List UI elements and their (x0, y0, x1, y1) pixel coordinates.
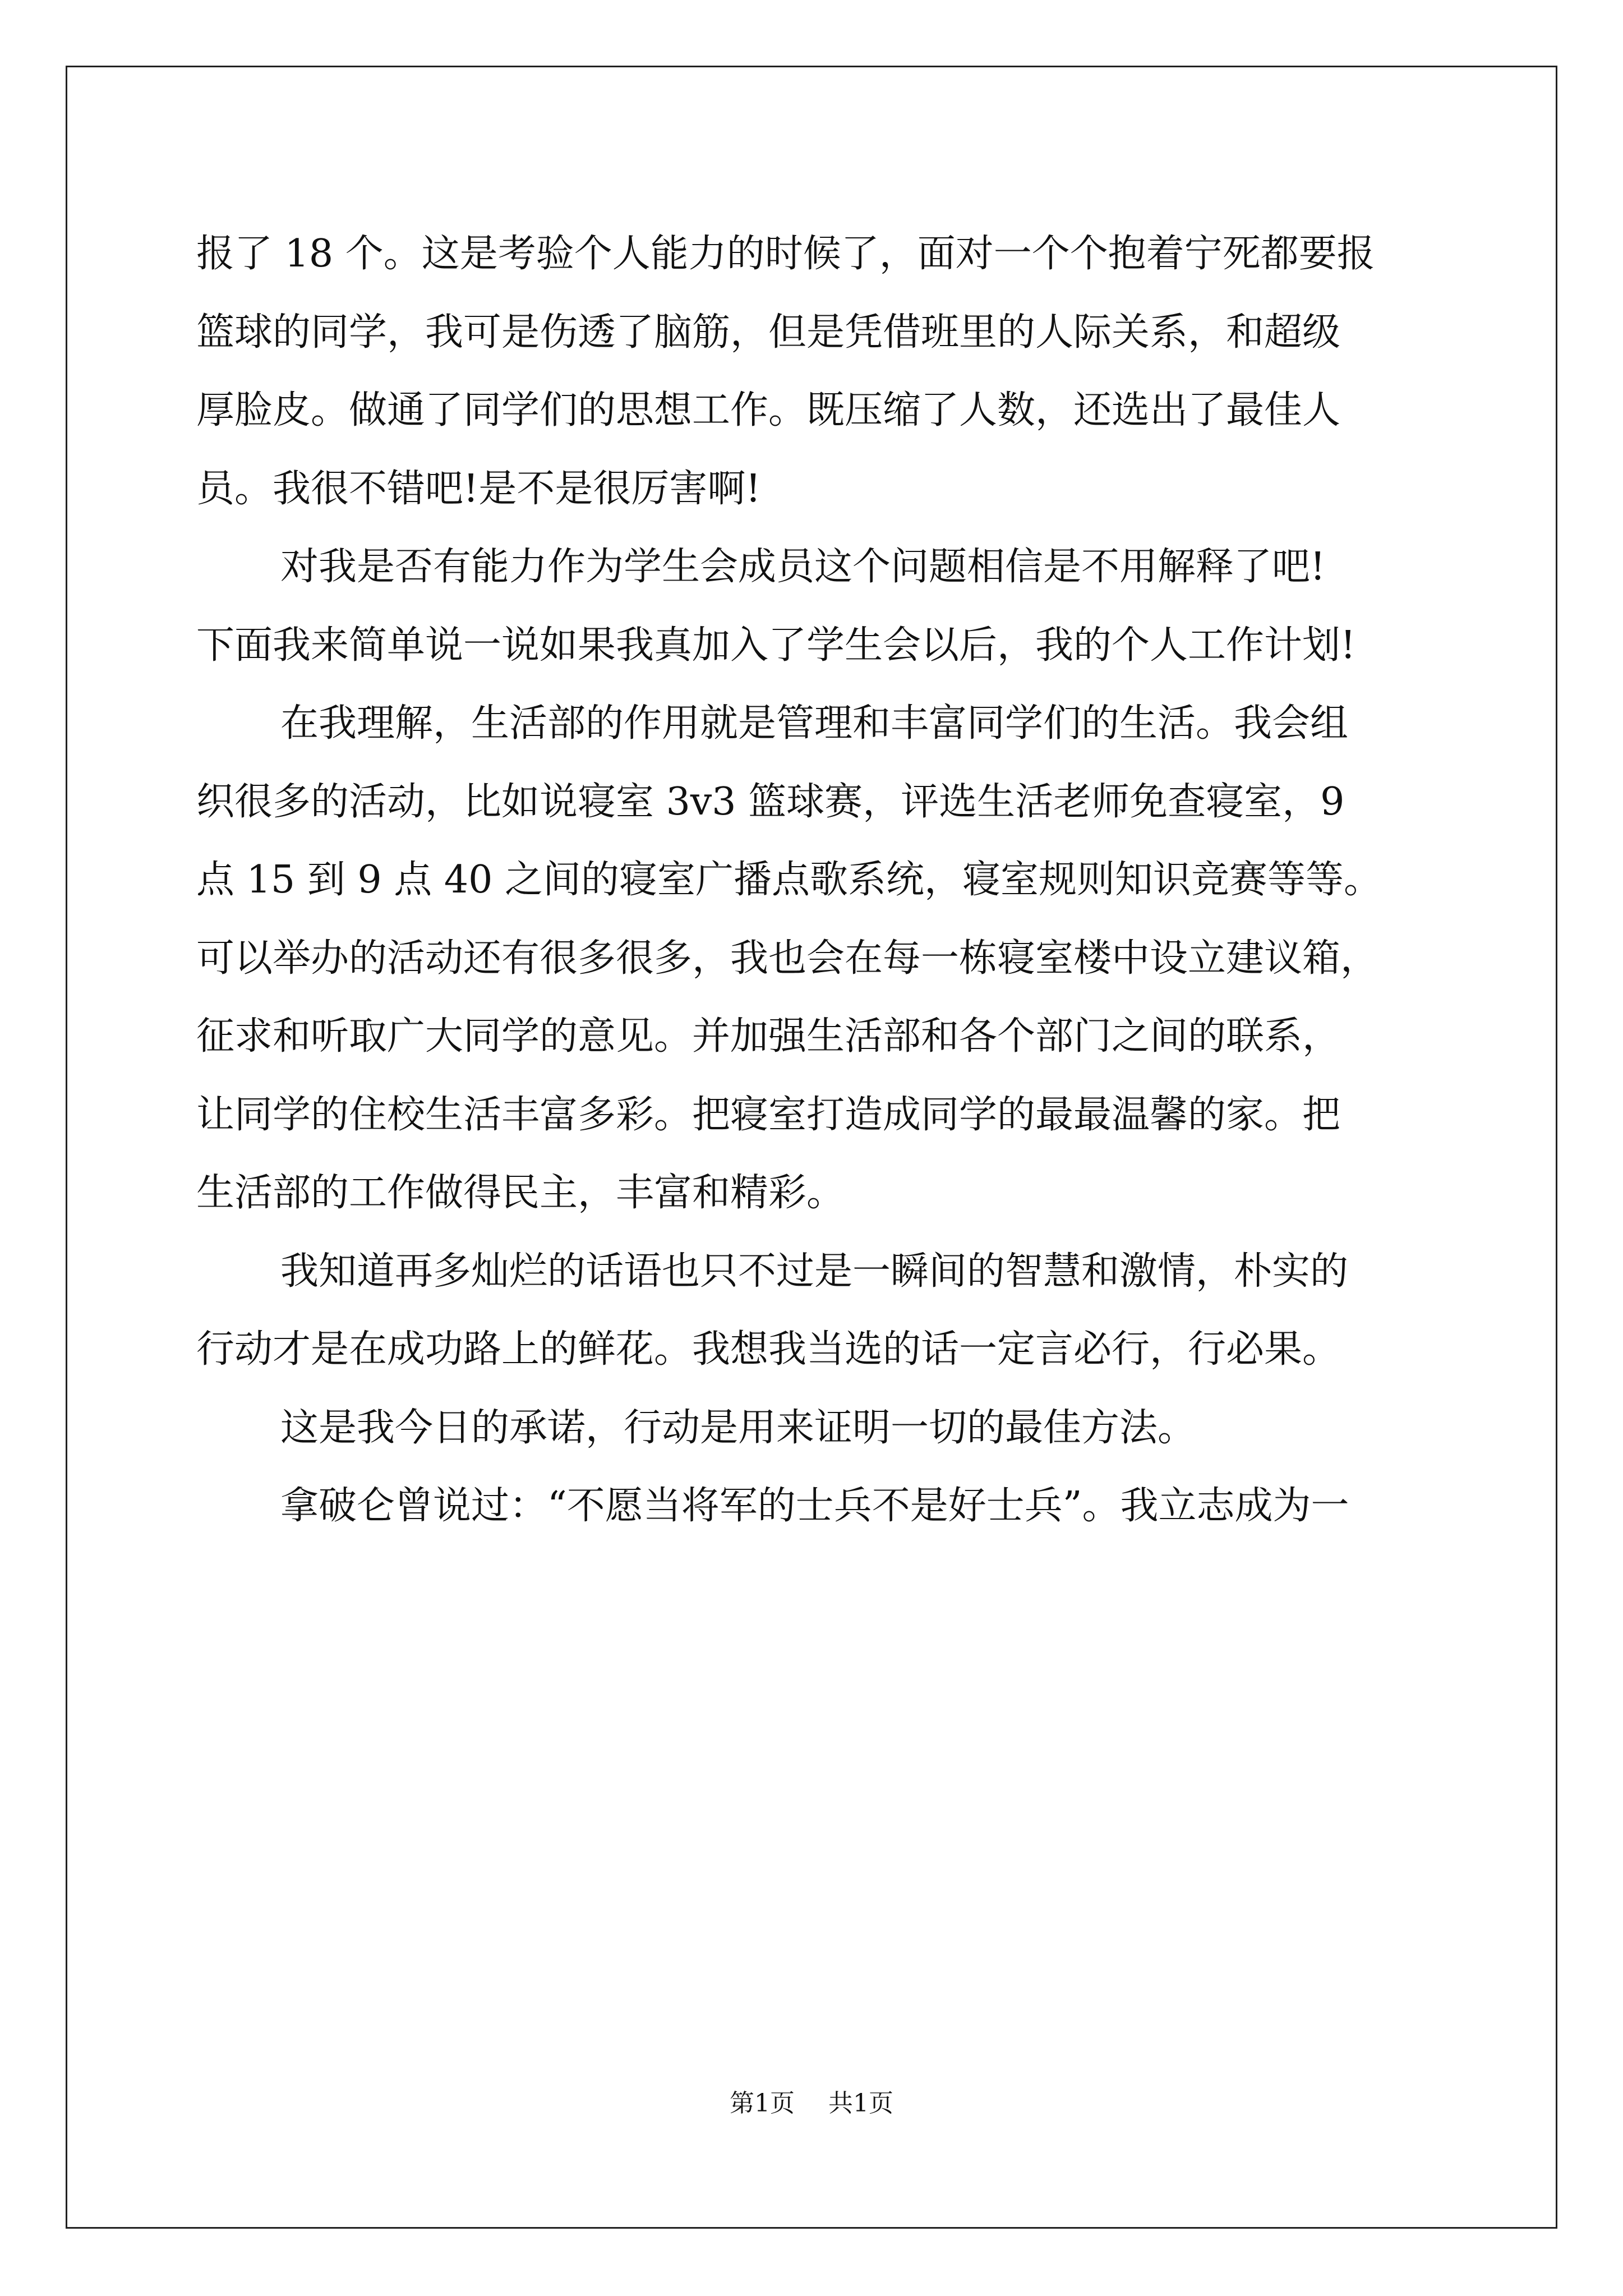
text-line: 可以举办的活动还有很多很多，我也会在每一栋寝室楼中设立建议箱， (196, 936, 1379, 981)
text-line: 我知道再多灿烂的话语也只不过是一瞬间的智慧和激情，朴实的 (280, 1249, 1349, 1294)
text-line: 点 15 到 9 点 40 之间的寝室广播点歌系统，寝室规则知识竞赛等等。 (196, 858, 1382, 902)
text-line: 这是我今日的承诺，行动是用来证明一切的最佳方法。 (280, 1405, 1196, 1450)
text-line: 篮球的同学，我可是伤透了脑筋，但是凭借班里的人际关系，和超级 (196, 310, 1341, 355)
text-line: 报了 18 个。这是考验个人能力的时候了，面对一个个抱着宁死都要报 (196, 232, 1375, 276)
page-number-current: 第1页 (730, 2089, 795, 2118)
text-line: 厚脸皮。做通了同学们的思想工作。既压缩了人数，还选出了最佳人 (196, 388, 1341, 432)
text-line: 生活部的工作做得民主，丰富和精彩。 (196, 1171, 845, 1215)
text-line: 让同学的住校生活丰富多彩。把寝室打造成同学的最最温馨的家。把 (196, 1092, 1341, 1137)
text-line: 织很多的活动，比如说寝室 3v3 篮球赛，评选生活老师免查寝室，9 (196, 779, 1345, 824)
text-line: 征求和听取广大同学的意见。并加强生活部和各个部门之间的联系， (196, 1014, 1341, 1059)
text-line: 行动才是在成功路上的鲜花。我想我当选的话一定言必行，行必果。 (196, 1327, 1341, 1372)
document-body (196, 215, 1430, 1545)
page-number-total: 共1页 (828, 2089, 893, 2118)
text-line: 下面我来简单说一说如果我真加入了学生会以后，我的个人工作计划! (196, 623, 1356, 668)
text-line: 在我理解，生活部的作用就是管理和丰富同学们的生活。我会组 (280, 701, 1349, 746)
text-line: 对我是否有能力作为学生会成员这个问题相信是不用解释了吧! (280, 545, 1326, 589)
page-footer (0, 2087, 1623, 2120)
text-line: 拿破仑曾说过：“不愿当将军的士兵不是好士兵”。我立志成为一 (280, 1484, 1349, 1528)
text-line: 员。我很不错吧!是不是很厉害啊! (196, 466, 761, 511)
